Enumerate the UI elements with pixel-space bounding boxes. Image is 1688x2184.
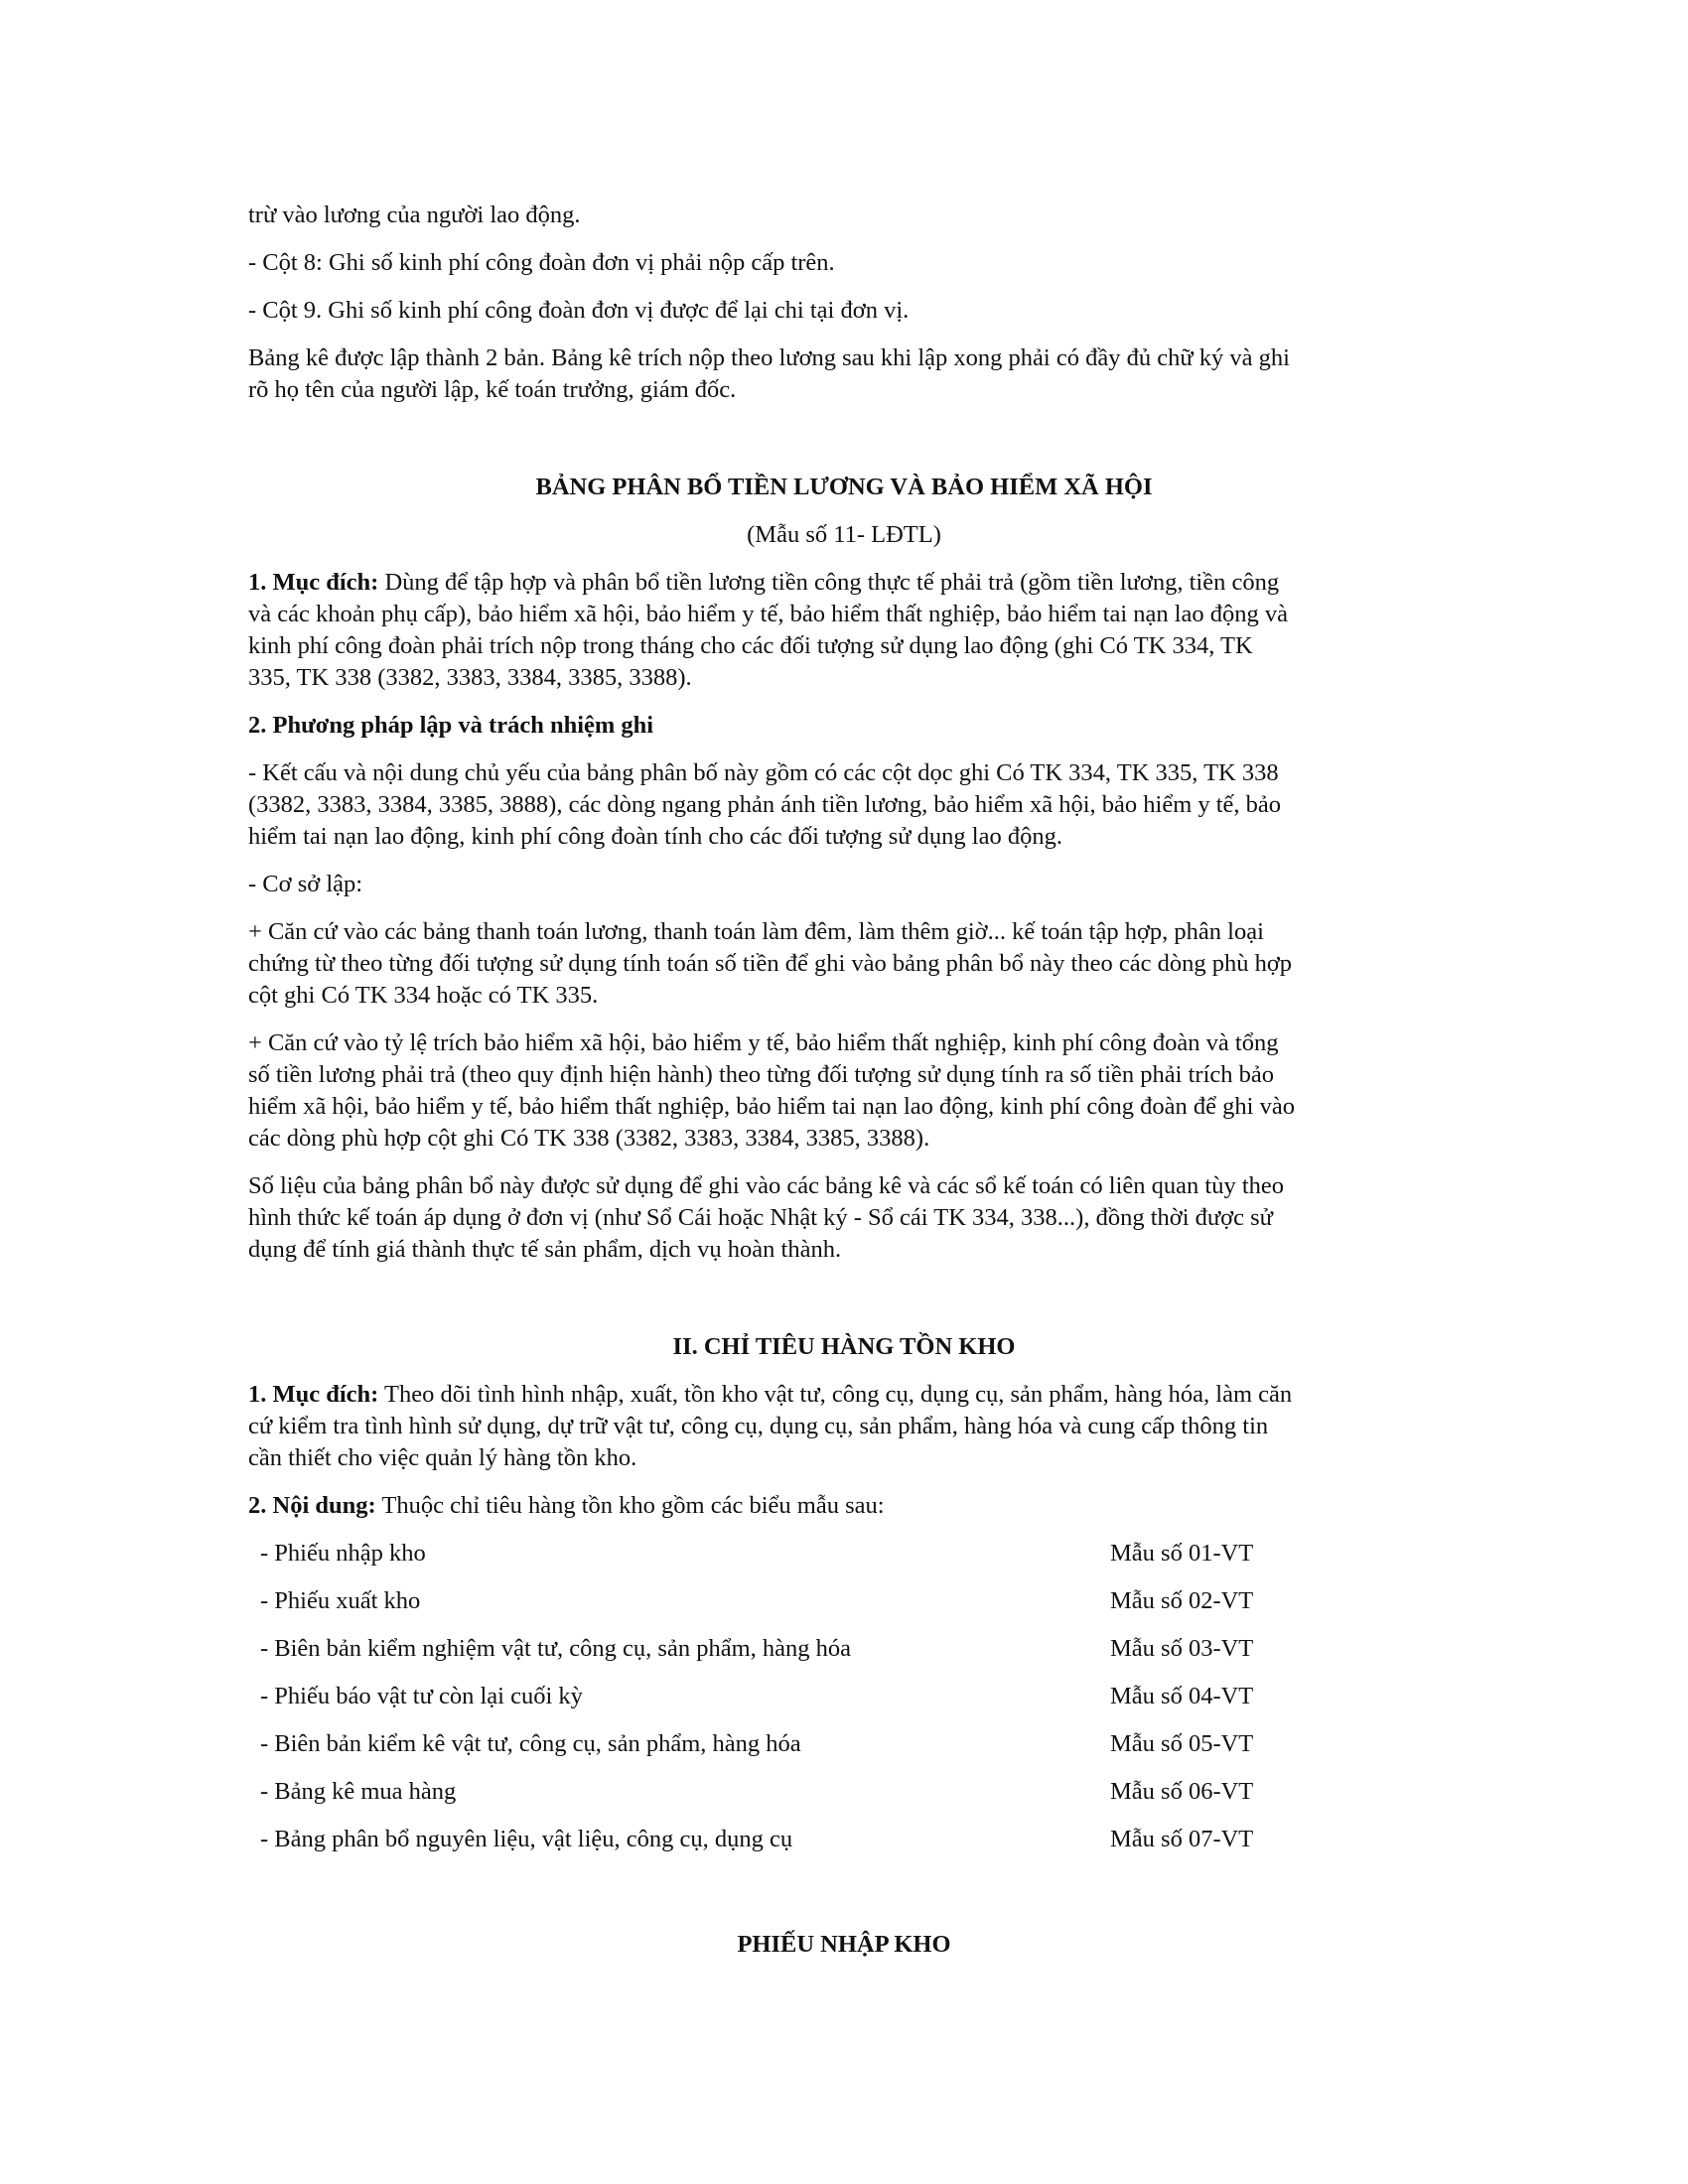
intro-line: - Cột 8: Ghi số kinh phí công đoàn đơn vị phải nộp cấp trên. — [248, 249, 835, 276]
form-name: - Bảng phân bổ nguyên liệu, vật liệu, công cụ, dụng cụ — [260, 1826, 793, 1852]
purpose-text: Dùng để tập hợp và phân bổ tiền lương tiền công thực tế phải trả (gồm tiền lương, tiền công — [378, 569, 1280, 596]
intro-line: Bảng kê được lập thành 2 bản. Bảng kê trích nộp theo lương sau khi lập xong phải có đầy đủ chữ ký và ghi — [248, 344, 1290, 371]
section-title: BẢNG PHÂN BỔ TIỀN LƯƠNG VÀ BẢO HIỂM XÃ HỘI — [535, 474, 1153, 500]
basis-line: số tiền lương phải trả (theo quy định hiện hành) theo từng đối tượng sử dụng tính ra số tiền phải trích bảo — [248, 1061, 1274, 1088]
form-code: Mẫu số 06-VT — [1110, 1778, 1254, 1805]
intro-line: rõ họ tên của người lập, kế toán trưởng, giám đốc. — [248, 376, 737, 403]
form-name: - Biên bản kiểm kê vật tư, công cụ, sản phẩm, hàng hóa — [260, 1730, 801, 1757]
basis-line: các dòng phù hợp cột ghi Có TK 338 (3382, 3383, 3384, 3385, 3388). — [248, 1125, 930, 1152]
structure-line: - Kết cấu và nội dung chủ yếu của bảng phân bố này gồm có các cột dọc ghi Có TK 334, TK 335, TK 338 — [248, 759, 1279, 786]
method-heading: 2. Phương pháp lập và trách nhiệm ghi — [248, 712, 654, 739]
content-text: Thuộc chỉ tiêu hàng tồn kho gồm các biểu mẫu sau: — [375, 1492, 885, 1519]
basis-line: chứng từ theo từng đối tượng sử dụng tính toán số tiền để ghi vào bảng phân bổ này theo các dòng phù hợp — [248, 950, 1293, 977]
content-label: 2. Nội dung: — [248, 1492, 376, 1519]
usage-line: dụng để tính giá thành thực tế sản phẩm, dịch vụ hoàn thành. — [248, 1236, 842, 1263]
form-name: - Phiếu nhập kho — [260, 1540, 426, 1567]
purpose-paragraph-line — [248, 568, 1279, 598]
intro-line: trừ vào lương của người lao động. — [248, 202, 581, 228]
purpose-paragraph-line: và các khoản phụ cấp), bảo hiểm xã hội, bảo hiểm y tế, bảo hiểm thất nghiệp, bảo hiểm tai nạn lao động và — [248, 601, 1289, 627]
inventory-purpose-line: cần thiết cho việc quản lý hàng tồn kho. — [248, 1444, 637, 1471]
basis-line: + Căn cứ vào tỷ lệ trích bảo hiểm xã hội, bảo hiểm y tế, bảo hiểm thất nghiệp, kinh phí công đoàn và tổng — [248, 1029, 1279, 1056]
purpose-paragraph-line: kinh phí công đoàn phải trích nộp trong tháng cho các đối tượng sử dụng lao động (ghi Có TK 334, TK — [248, 632, 1253, 659]
section-subtitle: (Mẫu số 11- LĐTL) — [747, 521, 941, 548]
form-name: - Bảng kê mua hàng — [260, 1778, 457, 1805]
basis-line: cột ghi Có TK 334 hoặc có TK 335. — [248, 982, 599, 1009]
purpose-paragraph-line: 335, TK 338 (3382, 3383, 3384, 3385, 3388). — [248, 664, 692, 691]
usage-line: Số liệu của bảng phân bổ này được sử dụng để ghi vào các bảng kê và các sổ kế toán có liên quan tùy theo — [248, 1172, 1285, 1199]
section-title: II. CHỈ TIÊU HÀNG TỒN KHO — [672, 1333, 1016, 1360]
form-name: - Phiếu xuất kho — [260, 1587, 421, 1614]
form-code: Mẫu số 02-VT — [1110, 1587, 1254, 1614]
inventory-purpose-line: cứ kiểm tra tình hình sử dụng, dự trữ vật tư, công cụ, dụng cụ, sản phẩm, hàng hóa và cung cấp thông tin — [248, 1413, 1269, 1439]
form-name: - Biên bản kiểm nghiệm vật tư, công cụ, sản phẩm, hàng hóa — [260, 1635, 852, 1662]
intro-line: - Cột 9. Ghi số kinh phí công đoàn đơn vị được để lại chi tại đơn vị. — [248, 297, 910, 324]
inventory-purpose-line — [248, 1380, 1292, 1410]
form-code: Mẫu số 03-VT — [1110, 1635, 1254, 1662]
basis-line: hiểm xã hội, bảo hiểm y tế, bảo hiểm thất nghiệp, bảo hiểm tai nạn lao động, kinh phí công đoàn để ghi vào — [248, 1093, 1295, 1120]
form-code: Mẫu số 05-VT — [1110, 1730, 1254, 1757]
purpose-label: 1. Mục đích: — [248, 1381, 379, 1408]
usage-line: hình thức kế toán áp dụng ở đơn vị (như Sổ Cái hoặc Nhật ký - Sổ cái TK 334, 338...), đồng thời được sử — [248, 1204, 1273, 1231]
basis-line: + Căn cứ vào các bảng thanh toán lương, thanh toán làm đêm, làm thêm giờ... kế toán tập hợp, phân loại — [248, 918, 1264, 945]
form-code: Mẫu số 07-VT — [1110, 1826, 1254, 1852]
section-title: PHIẾU NHẬP KHO — [737, 1931, 951, 1958]
basis-label: - Cơ sở lập: — [248, 871, 363, 897]
form-code: Mẫu số 01-VT — [1110, 1540, 1254, 1567]
purpose-text: Theo dõi tình hình nhập, xuất, tồn kho vật tư, công cụ, dụng cụ, sản phẩm, hàng hóa, làm căn — [378, 1381, 1293, 1408]
purpose-label: 1. Mục đích: — [248, 569, 379, 596]
structure-line: hiểm tai nạn lao động, kinh phí công đoàn tính cho các đối tượng sử dụng lao động. — [248, 823, 1062, 850]
form-name: - Phiếu báo vật tư còn lại cuối kỳ — [260, 1683, 583, 1709]
structure-line: (3382, 3383, 3384, 3385, 3888), các dòng ngang phản ánh tiền lương, bảo hiểm xã hội, bảo hiểm y tế, bảo — [248, 791, 1282, 818]
form-code: Mẫu số 04-VT — [1110, 1683, 1254, 1709]
content-line — [248, 1491, 885, 1521]
